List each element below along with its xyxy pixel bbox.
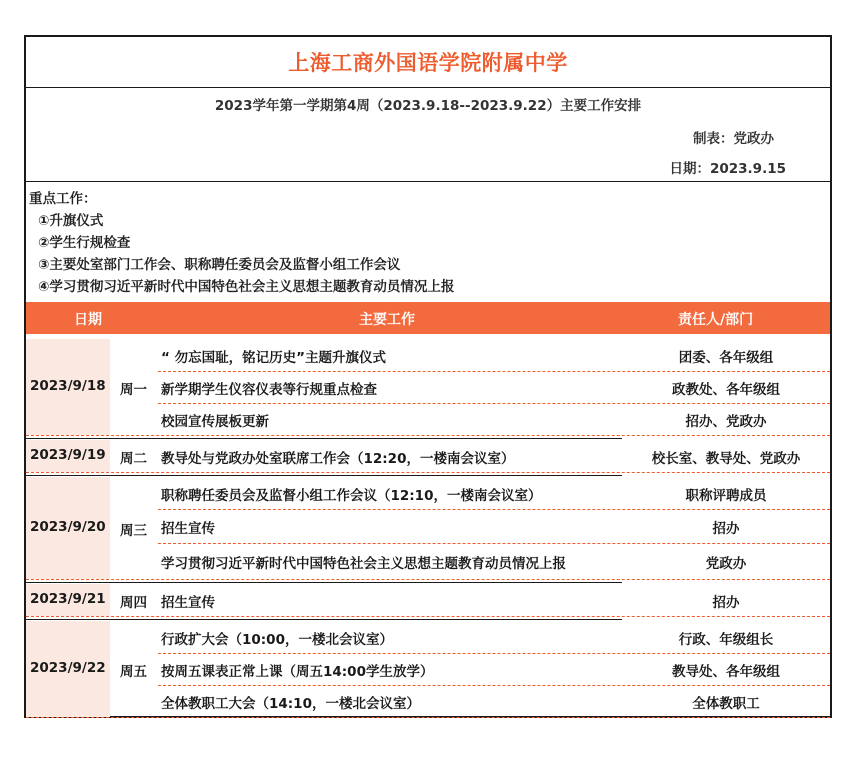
task-text: 行政扩大会（10:00，一楼北会议室） [161,632,393,648]
row-separator [158,509,830,510]
task-owner: 招办 [712,521,740,537]
day-date: 2023/9/19 [30,447,106,463]
day-weekday: 周二 [120,451,147,467]
row-separator [158,371,830,372]
row-separator [158,543,830,544]
task-owner: 团委、各年级组 [678,350,774,366]
row-separator [26,579,830,580]
row-separator [158,403,830,404]
task-owner: 党政办 [705,556,747,572]
day-date: 2023/9/18 [30,378,106,394]
task-text: 新学期学生仪容仪表等行规重点检查 [161,382,377,398]
school-title: 上海工商外国语学院附属中学 [288,51,568,75]
row-separator [26,472,830,473]
focus-item: ①升旗仪式 [38,213,104,229]
task-owner: 职称评聘成员 [685,488,767,504]
header-owner: 责任人/部门 [678,312,754,328]
task-text: 学习贯彻习近平新时代中国特色社会主义思想主题教育动员情况上报 [161,556,566,572]
focus-section [29,188,454,298]
day-weekday: 周一 [120,382,147,398]
task-owner: 校长室、教导处、党政办 [651,451,801,467]
task-text: 按周五课表正常上课（周五14:00学生放学） [161,664,434,680]
issue-date: 日期：2023.9.15 [669,161,786,177]
focus-item: ④学习贯彻习近平新时代中国特色社会主义思想主题教育动员情况上报 [38,279,455,295]
task-owner: 招办 [712,595,740,611]
day-separator [26,619,622,620]
header-work: 主要工作 [359,312,415,328]
row-separator [26,435,830,436]
day-weekday: 周三 [120,523,147,539]
maker-label: 制表：党政办 [693,131,774,147]
header-date: 日期 [74,312,102,328]
task-text: 职称聘任委员会及监督小组工作会议（12:10，一楼南会议室） [161,488,542,504]
week-subtitle: 2023学年第一学期第4周（2023.9.18--2023.9.22）主要工作安排 [214,98,642,114]
task-owner: 全体教职工 [692,696,760,712]
row-separator [26,717,830,718]
title-row [26,37,830,88]
task-text: 招生宣传 [161,595,215,611]
day-separator [26,475,622,476]
task-owner: 招办、党政办 [685,414,767,430]
task-owner: 政教处、各年级组 [672,382,780,398]
row-separator [158,685,830,686]
task-owner: 教导处、各年级组 [672,664,780,680]
task-text: 全体教职工大会（14:10，一楼北会议室） [161,696,420,712]
focus-item: ②学生行规检查 [38,235,131,251]
day-weekday: 周四 [120,595,147,611]
header-block [26,88,830,182]
row-separator [26,616,830,617]
task-text: “ 勿忘国耻，铭记历史”主题升旗仪式 [161,350,386,366]
table-header [26,302,830,334]
day-weekday: 周五 [120,664,147,680]
task-text: 校园宣传展板更新 [161,414,269,430]
focus-item: ③主要处室部门工作会、职称聘任委员会及监督小组工作会议 [38,257,401,273]
day-separator [26,582,622,583]
task-text: 教导处与党政办处室联席工作会（12:20，一楼南会议室） [161,451,515,467]
row-separator [158,653,830,654]
day-date: 2023/9/21 [30,591,106,607]
day-date: 2023/9/20 [30,519,106,535]
task-text: 招生宣传 [161,521,215,537]
day-separator [26,438,622,439]
focus-heading: 重点工作： [29,191,97,207]
task-owner: 行政、年级组长 [678,632,774,648]
day-date: 2023/9/22 [30,660,106,676]
schedule-sheet [24,35,832,718]
